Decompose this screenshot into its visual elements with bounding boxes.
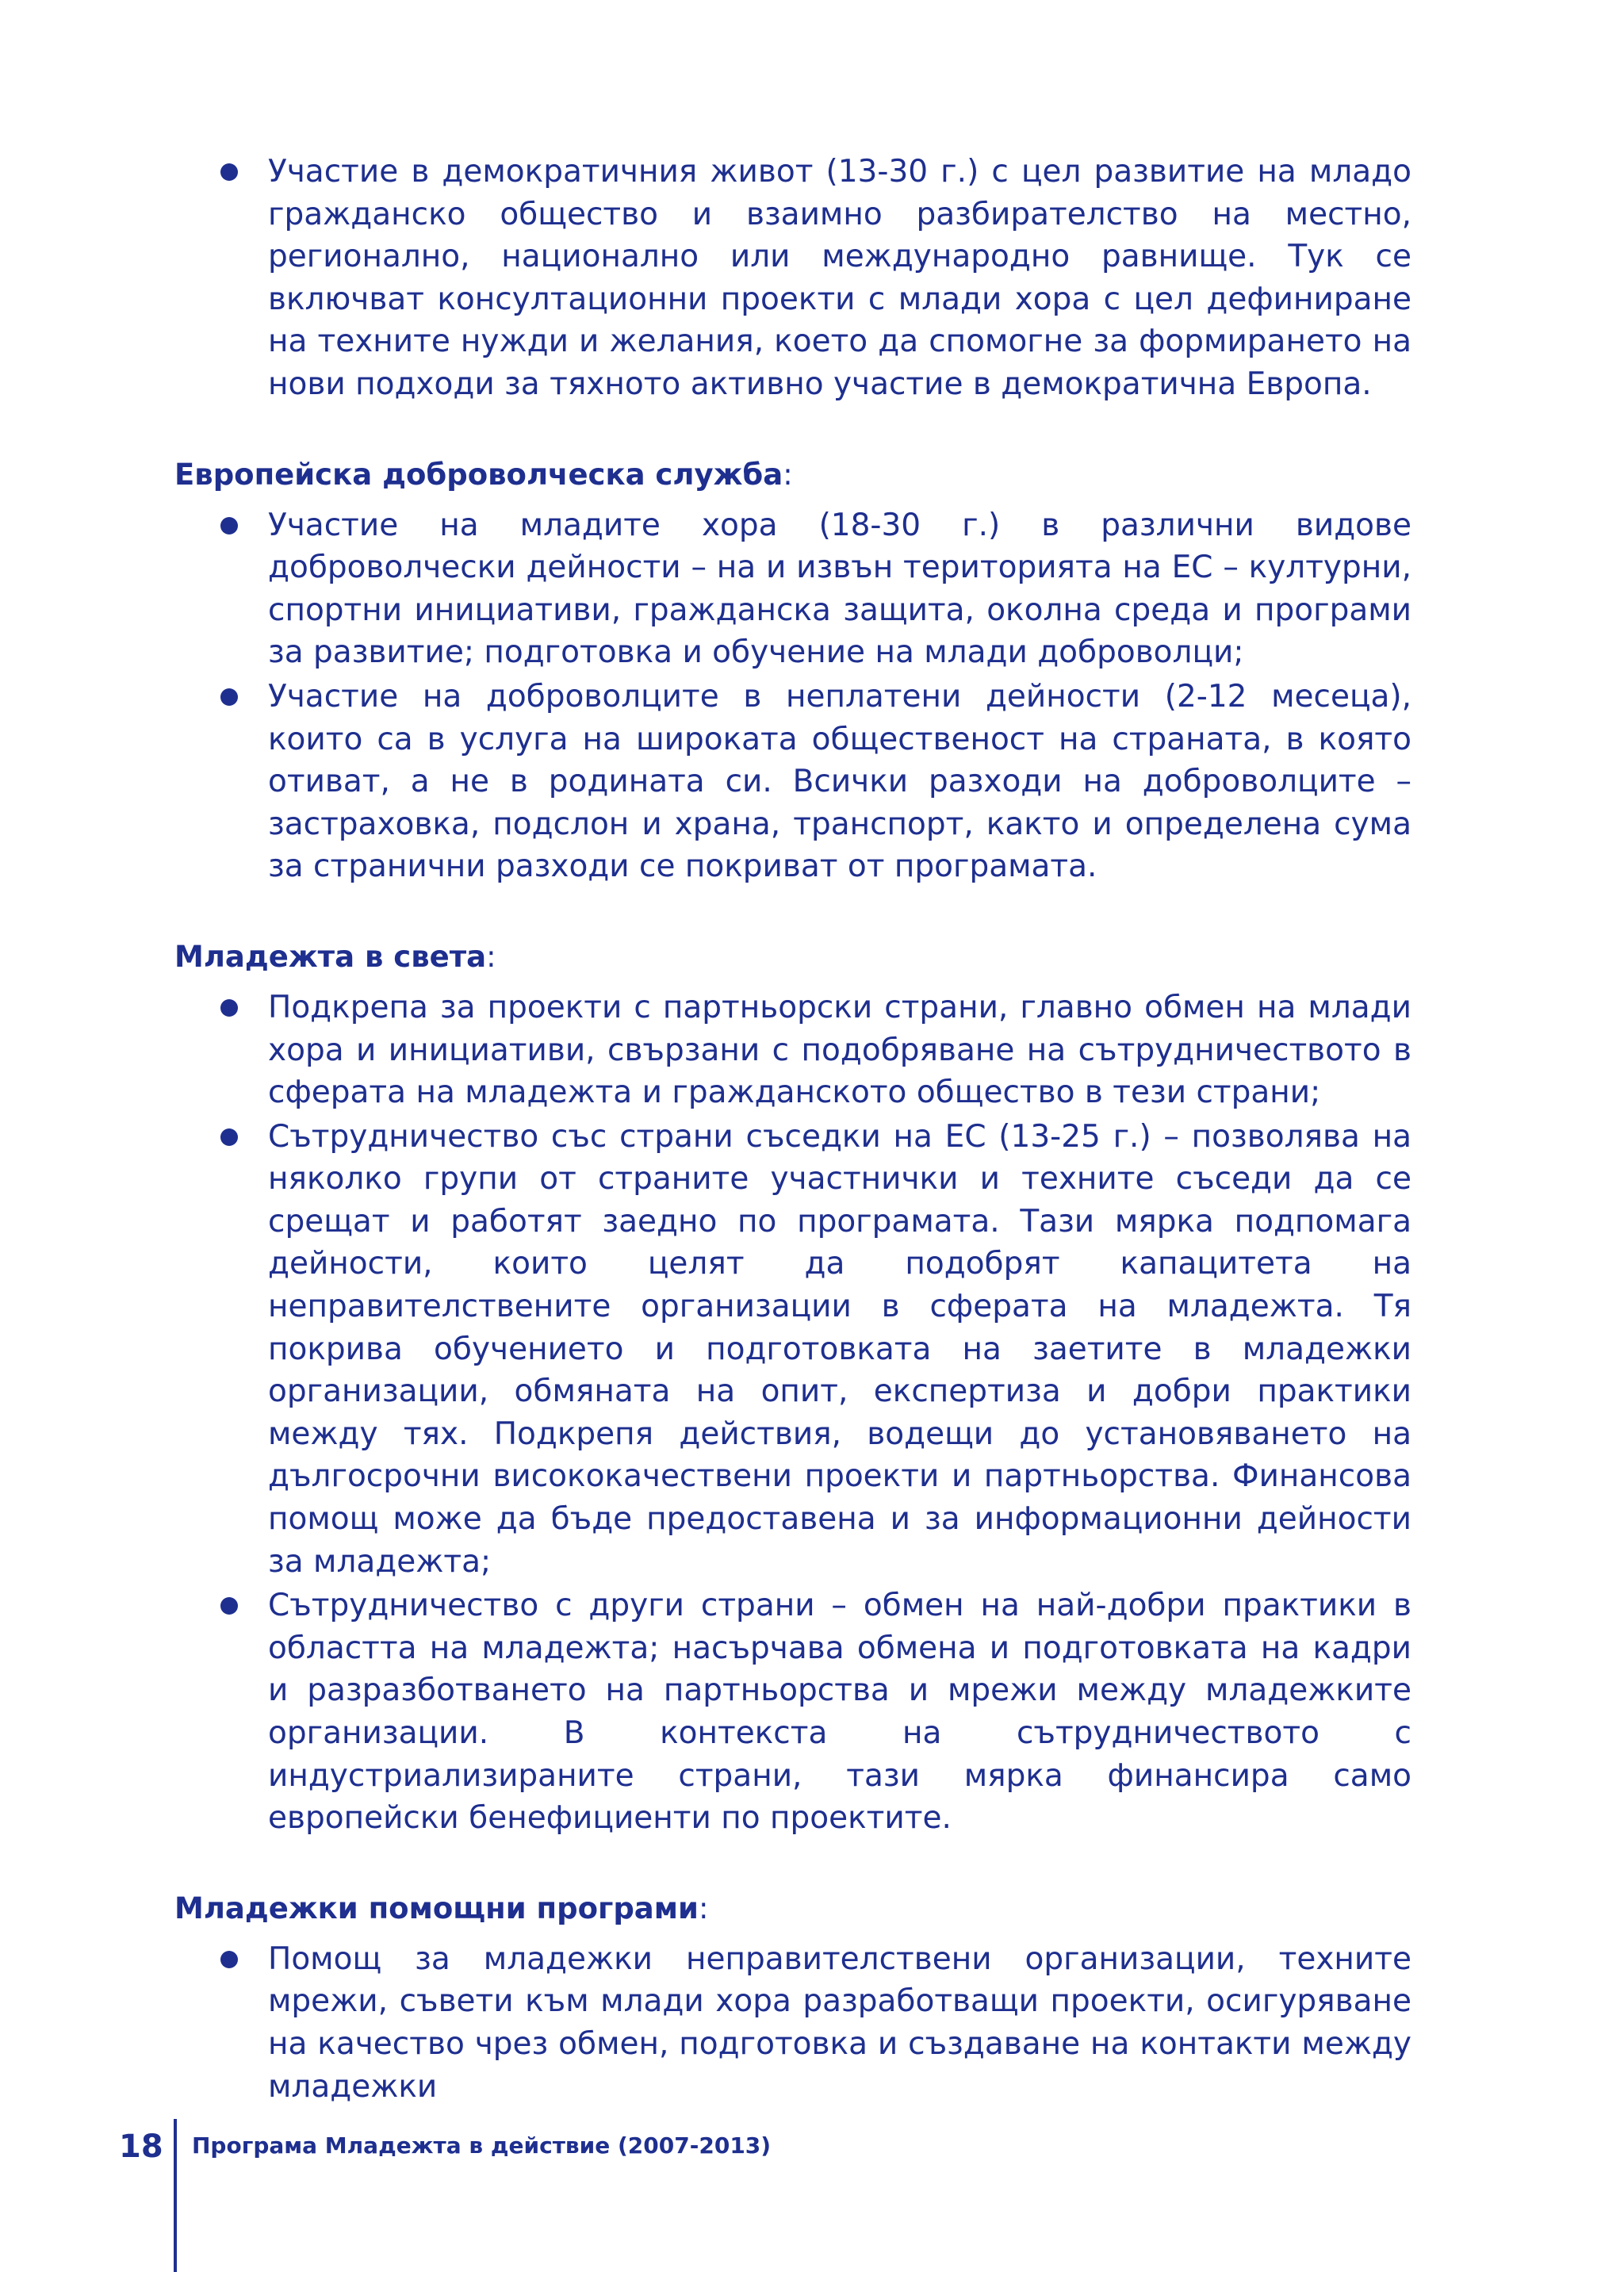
list-item-text: Участие в демократичния живот (13-30 г.) с цел развитие на младо гражданско общество и взаимно разбирателство на местно, регионално, национално или международно равнище. Тук се включват консултационни проекти с млади хора с цел дефиниране на техните нужди и желания, което да спомогне за формирането на нови подходи за тяхното активно участие в демократична Европа.: [268, 154, 1411, 402]
bullet-icon: [220, 1951, 238, 1968]
list-item: [174, 1116, 1411, 1584]
list-item: [174, 676, 1411, 888]
bullet-icon: [220, 1597, 238, 1615]
list-item-text: Сътрудничество с други страни – обмен на най-добри практики в областта на младежта; насърчава обмена и подготовката на кадри и разразботването на партньорства и мрежи между младежките организации. В контекста на сътрудничеството с индустриализираните страни, тази мярка финансира само европейски бенефициенти по проектите.: [268, 1588, 1411, 1837]
list-item: [174, 504, 1411, 674]
intro-list: [174, 151, 1411, 406]
bullet-icon: [220, 517, 238, 534]
list-item: [174, 1584, 1411, 1840]
section-title: Европейска доброволческа служба:: [174, 457, 793, 492]
section-european-voluntary-service: [174, 455, 1411, 888]
list-item-text: Участие на доброволците в неплатени дейности (2-12 месеца), които са в услуга на широката общественост на страната, в която отиват, а не в родината си. Всички разходи на доброволците – застраховка, подслон и храна, транспорт, както и определена сума за странични разходи се покриват от програмата.: [268, 678, 1411, 885]
section-title: Младежта в света:: [174, 939, 496, 974]
section-youth-in-the-world: [174, 937, 1411, 1840]
main-content: [174, 151, 1411, 2109]
bullet-icon: [220, 1128, 238, 1146]
bullet-icon: [220, 999, 238, 1017]
section-list: [174, 987, 1411, 1840]
page-number: 18: [119, 2128, 163, 2165]
section-youth-support-programs: [174, 1889, 1411, 2108]
section-list: [174, 1938, 1411, 2108]
list-item: [174, 987, 1411, 1114]
list-item-text: Помощ за младежки неправителствени организации, техните мрежи, съвети към млади хора разработващи проекти, осигуряване на качество чрез обмен, подготовка и създаване на контакти между младежки: [268, 1941, 1411, 2105]
page-footer: [0, 2125, 1624, 2272]
footer-title: Програма Младежта в действие (2007-2013): [192, 2132, 772, 2159]
bullet-icon: [220, 163, 238, 181]
section-title: Младежки помощни програми:: [174, 1891, 709, 1925]
list-item-text: Сътрудничество със страни съседки на ЕС (13-25 г.) – позволява на няколко групи от страните участнички и техните съседи да се срещат и работят заедно по програмата. Тази мярка подпомага дейности, които целят да подобрят капацитета на неправителствените организации в сферата на младежта. Тя покрива обучението и подготовката на заетите в младежки организации, обмяната на опит, експертиза и добри практики между тях. Подкрепя действия, водещи до установяването на дългосрочни висококачествени проекти и партньорства. Финансова помощ може да бъде предоставена и за информационни дейности за младежта;: [268, 1118, 1411, 1580]
list-item-text: Подкрепа за проекти с партньорски страни, главно обмен на млади хора и инициативи, свързани с подобряване на сътрудничеството в сферата на младежта и гражданското общество в тези страни;: [268, 989, 1411, 1111]
list-item: [174, 1938, 1411, 2108]
footer-divider: [174, 2119, 177, 2272]
bullet-icon: [220, 688, 238, 706]
list-item: [174, 151, 1411, 406]
section-list: [174, 504, 1411, 888]
list-item-text: Участие на младите хора (18-30 г.) в различни видове доброволчески дейности – на и извън територията на ЕС – културни, спортни инициативи, гражданска защита, околна среда и програми за развитие; подготовка и обучение на млади доброволци;: [268, 507, 1411, 671]
